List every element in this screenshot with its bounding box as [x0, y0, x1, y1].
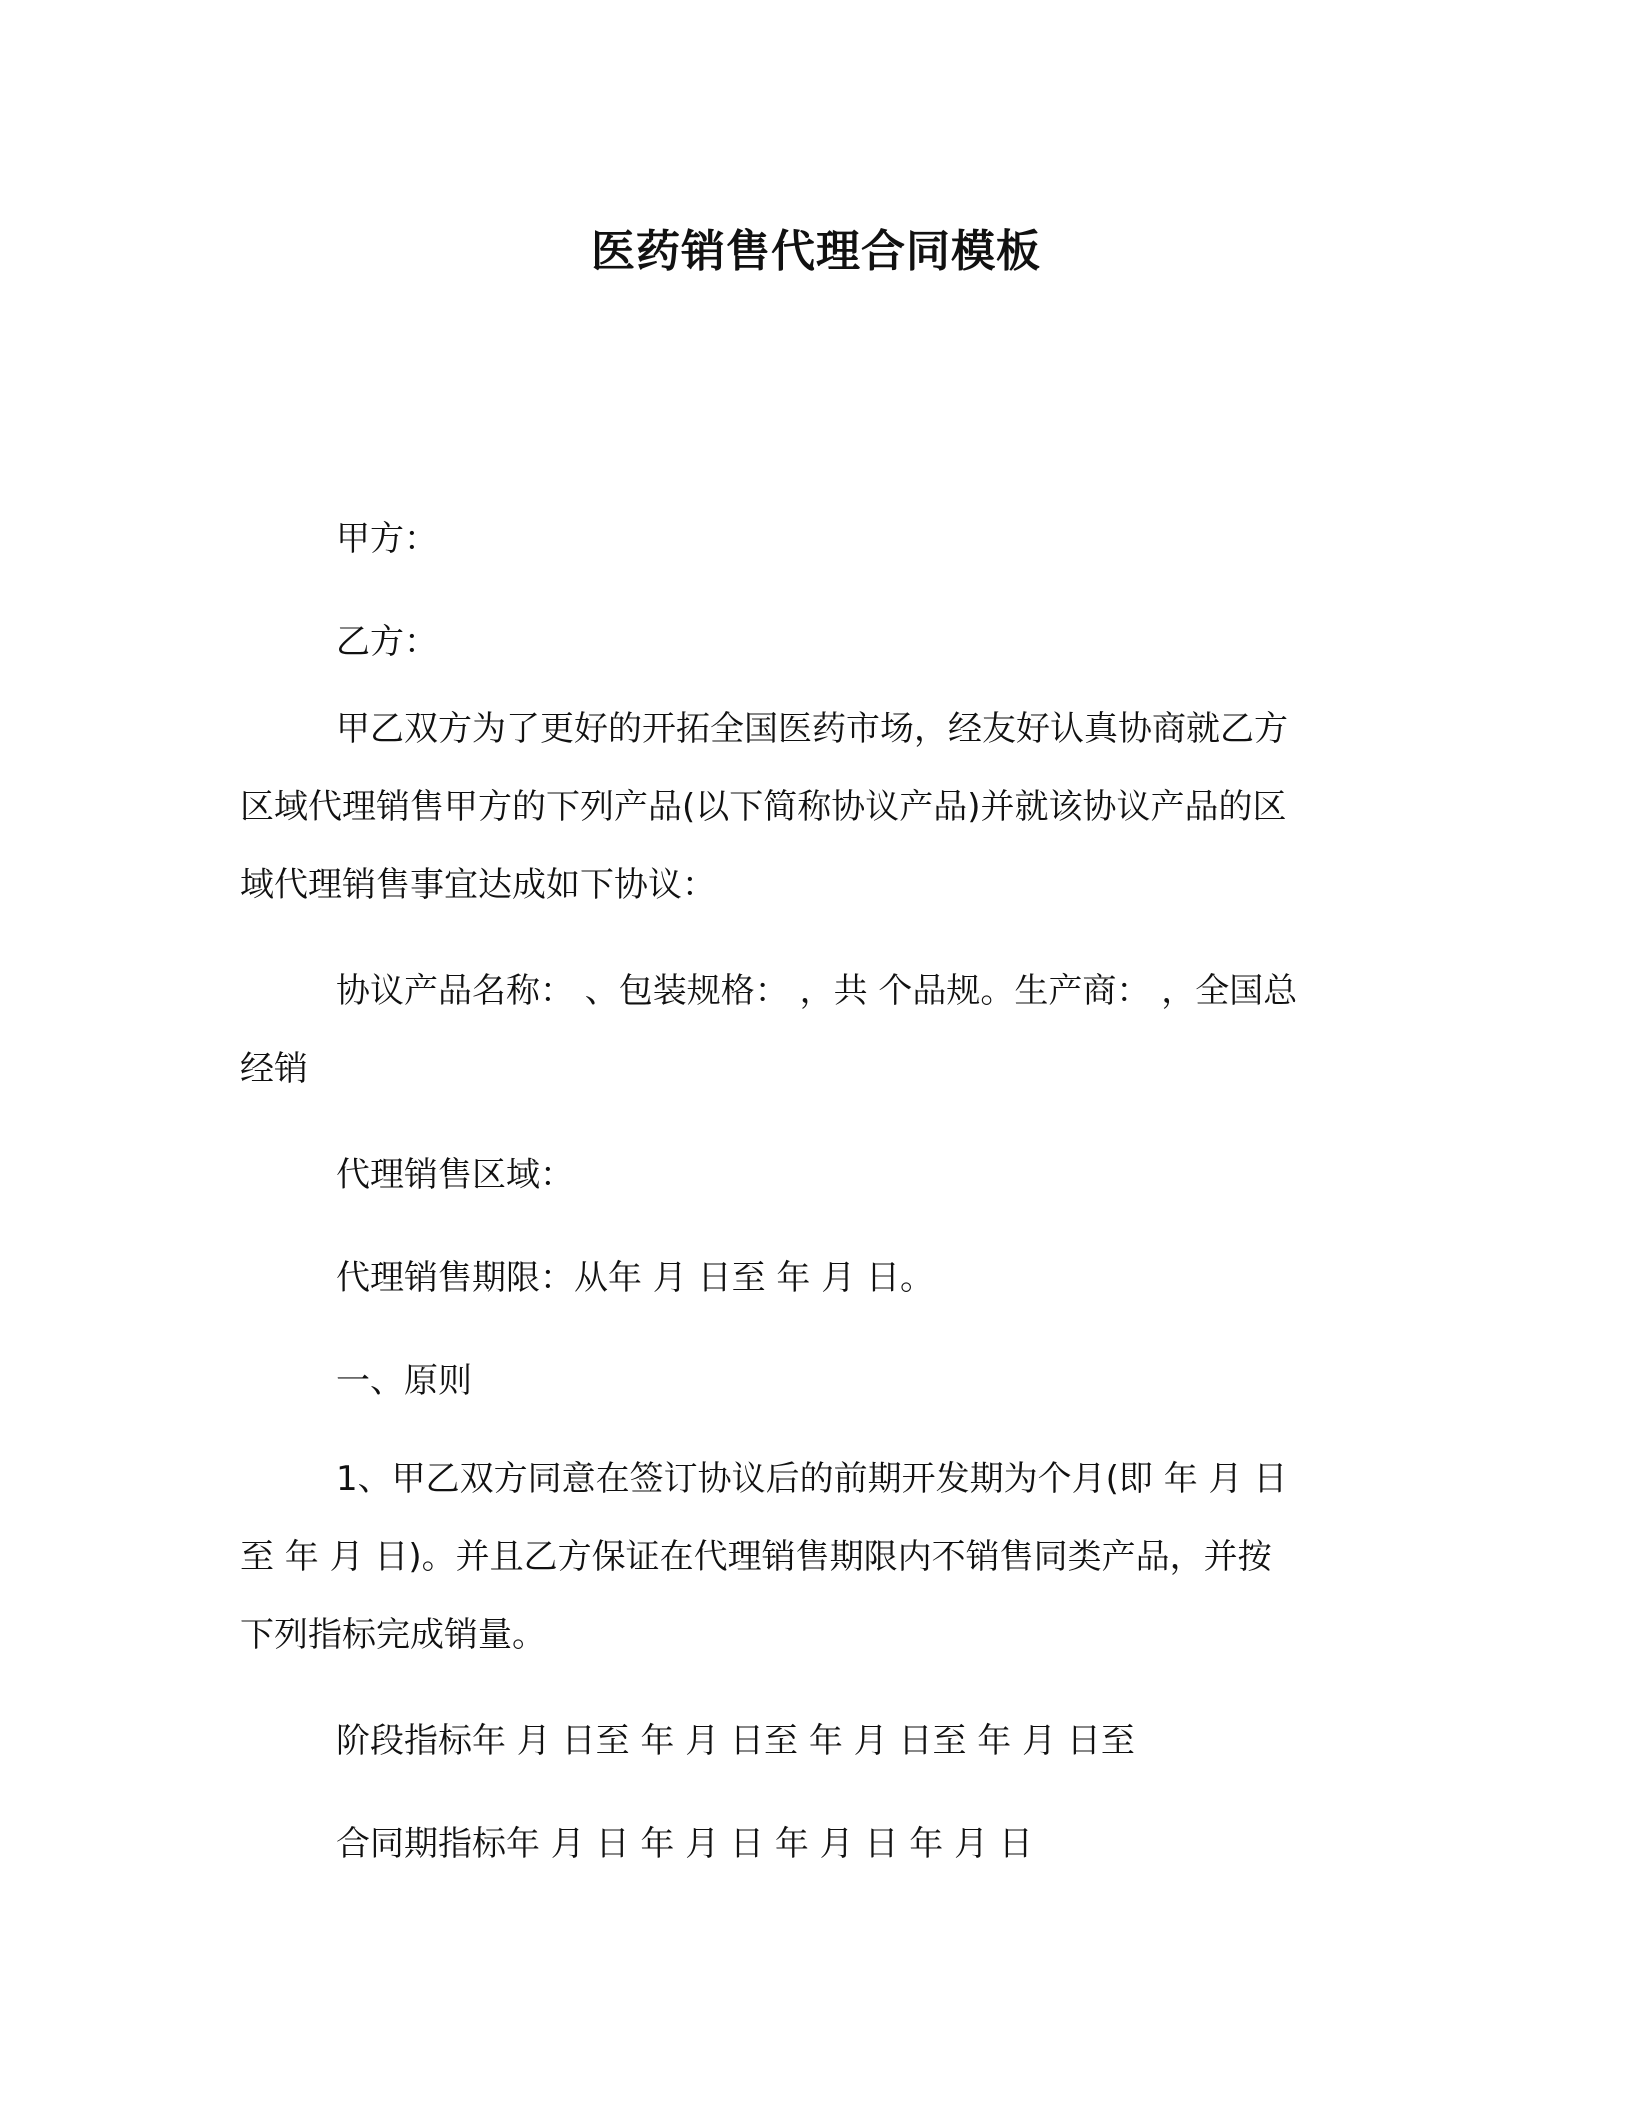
section-1-heading: 一、原则	[336, 1361, 472, 1401]
party-a-line: 甲方：	[336, 519, 438, 559]
intro-paragraph	[240, 690, 1380, 924]
clause-1-line-1: 1、甲乙双方同意在签订协议后的前期开发期为个月(即 年 月 日	[336, 1459, 1288, 1499]
party-b-line: 乙方：	[336, 622, 438, 662]
stage-targets-line: 阶段指标年 月 日至 年 月 日至 年 月 日至 年 月 日至	[336, 1721, 1135, 1761]
intro-line-2: 区域代理销售甲方的下列产品(以下简称协议产品)并就该协议产品的区	[240, 787, 1287, 827]
product-paragraph	[240, 952, 1380, 1108]
product-line-1: 协议产品名称： 、包装规格： ，共 个品规。生产商： ，全国总	[336, 971, 1298, 1011]
sales-period-line: 代理销售期限：从年 月 日至 年 月 日。	[336, 1258, 935, 1298]
clause-1-line-3: 下列指标完成销量。	[240, 1615, 546, 1655]
contract-targets-line: 合同期指标年 月 日 年 月 日 年 月 日 年 月 日	[336, 1824, 1033, 1864]
clause-1-paragraph	[240, 1440, 1380, 1674]
clause-1-line-2: 至 年 月 日)。并且乙方保证在代理销售期限内不销售同类产品，并按	[240, 1537, 1272, 1577]
intro-line-3: 域代理销售事宜达成如下协议：	[240, 865, 716, 905]
product-line-2: 经销	[240, 1049, 308, 1089]
sales-region-line: 代理销售区域：	[336, 1155, 574, 1195]
document-title: 医药销售代理合同模板	[591, 226, 1041, 277]
intro-line-1: 甲乙双方为了更好的开拓全国医药市场，经友好认真协商就乙方	[336, 709, 1288, 749]
